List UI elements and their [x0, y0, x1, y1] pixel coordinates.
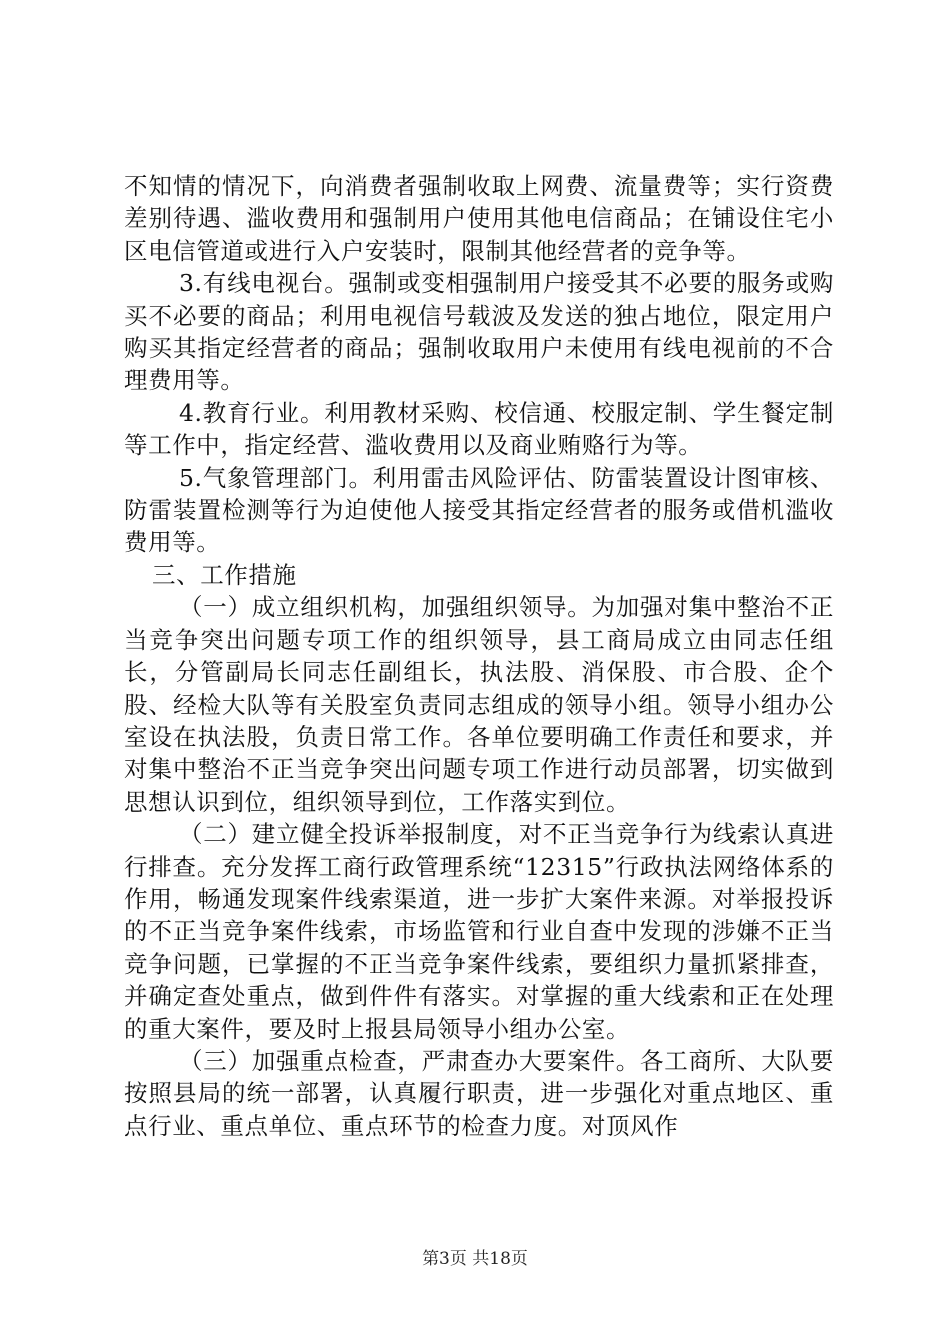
- paragraph-item-4: 4.教育行业。利用教材采购、校信通、校服定制、学生餐定制等工作中，指定经营、滥收费用以及商业贿赂行为等。: [124, 398, 834, 460]
- paragraph-measure-2: （二）建立健全投诉举报制度，对不正当竞争行为线索认真进行排查。充分发挥工商行政管理系统“12315”行政执法网络体系的作用，畅通发现案件线索渠道，进一步扩大案件来源。对举报投诉的不正当竞争案件线索，市场监管和行业自查中发现的涉嫌不正当竞争问题，已掌握的不正当竞争案件线索，要组织力量抓紧排查，并确定查处重点，做到件件有落实。对掌握的重大线索和正在处理的重大案件，要及时上报县局领导小组办公室。: [124, 820, 834, 1043]
- paragraph-continuation: 不知情的情况下，向消费者强制收取上网费、流量费等；实行资费差别待遇、滥收费用和强制用户使用其他电信商品；在铺设住宅小区电信管道或进行入户安装时，限制其他经营者的竞争等。: [124, 172, 834, 265]
- paragraph-item-3: 3.有线电视台。强制或变相强制用户接受其不必要的服务或购买不必要的商品；利用电视信号载波及发送的独占地位，限定用户购买其指定经营者的商品；强制收取用户未使用有线电视前的不合理费用等。: [124, 269, 834, 395]
- document-body: [124, 170, 834, 1142]
- section-heading: 三、工作措施: [152, 560, 297, 589]
- page-number-footer: 第3页 共18页: [422, 1249, 528, 1269]
- paragraph-item-5: 5.气象管理部门。利用雷击风险评估、防雷装置设计图审核、防雷装置检测等行为迫使他人接受其指定经营者的服务或借机滥收费用等。: [124, 463, 834, 557]
- paragraph-measure-3: （三）加强重点检查，严肃查办大要案件。各工商所、大队要按照县局的统一部署，认真履行职责，进一步强化对重点地区、重点行业、重点单位、重点环节的检查力度。对顶风作: [124, 1046, 834, 1140]
- paragraph-measure-1: （一）成立组织机构，加强组织领导。为加强对集中整治不正当竞争突出问题专项工作的组织领导，县工商局成立由同志任组长，分管副局长同志任副组长，执法股、消保股、市合股、企个股、经检大队等有关股室负责同志组成的领导小组。领导小组办公室设在执法股，负责日常工作。各单位要明确工作责任和要求，并对集中整治不正当竞争突出问题专项工作进行动员部署，切实做到思想认识到位，组织领导到位，工作落实到位。: [124, 593, 834, 816]
